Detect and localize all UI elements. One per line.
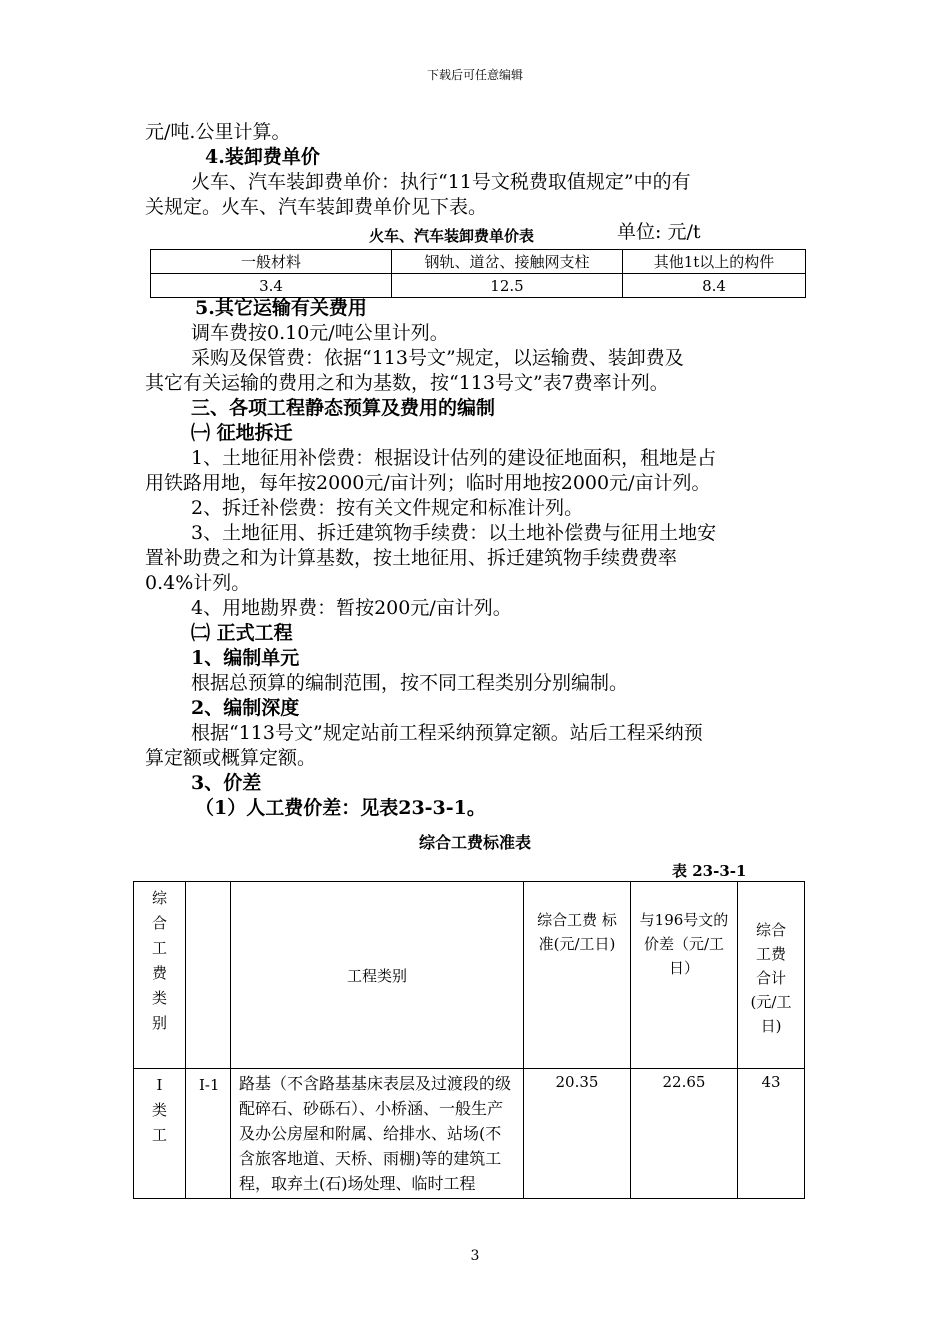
table-cell xyxy=(134,1069,186,1199)
table-row xyxy=(151,274,806,298)
table-header-cell: 综合工费合计(元/工日) xyxy=(738,882,805,1069)
table-header-cell xyxy=(134,882,186,1069)
text-line: 3、土地征用、拆迁建筑物手续费：以土地补偿费与征用土地安 xyxy=(191,522,717,544)
text-line: 2、拆迁补偿费：按有关文件规定和标准计列。 xyxy=(191,497,584,519)
text-line: 4、用地勘界费：暂按200元/亩计列。 xyxy=(191,597,512,619)
table-cell: 3.4 xyxy=(151,274,392,298)
table-header-cell: 与196号文的价差（元/工日） xyxy=(631,882,738,1069)
text-line: 1、土地征用补偿费：根据设计估列的建设征地面积，租地是占 xyxy=(191,447,717,469)
text-line: 根据总预算的编制范围，按不同工程类别分别编制。 xyxy=(191,672,629,694)
table-header-cell: 综合工费 标准(元/工日) xyxy=(524,882,631,1069)
text-line: 采购及保管费：依据“113号文”规定，以运输费、装卸费及 xyxy=(191,347,684,369)
table1-unit: 单位: 元/t xyxy=(617,221,701,243)
table-cell: 20.35 xyxy=(524,1069,631,1199)
text-line: 火车、汽车装卸费单价：执行“11号文税费取值规定”中的有 xyxy=(191,171,691,193)
table-header-cell xyxy=(186,882,231,1069)
section-heading: 5.其它运输有关费用 xyxy=(195,297,367,319)
text-line: 元/吨.公里计算。 xyxy=(145,121,291,143)
text-line: 置补助费之和为计算基数，按土地征用、拆迁建筑物手续费费率 xyxy=(145,547,678,569)
table-header-row xyxy=(134,882,805,1069)
page-header: 下载后可任意编辑 xyxy=(426,68,523,82)
item-heading: （1）人工费价差：见表23-3-1。 xyxy=(195,797,486,819)
table2-number: 表 23-3-1 xyxy=(672,862,747,880)
text-line: 其它有关运输的费用之和为基数，按“113号文”表7费率计列。 xyxy=(145,372,669,394)
table-cell: 8.4 xyxy=(623,274,806,298)
text-line: 根据“113号文”规定站前工程采纳预算定额。站后工程采纳预 xyxy=(191,722,703,744)
text-line: 关规定。火车、汽车装卸费单价见下表。 xyxy=(145,196,488,218)
table-header-row xyxy=(151,250,806,274)
text-line: 用铁路用地，每年按2000元/亩计列；临时用地按2000元/亩计列。 xyxy=(145,472,711,494)
document-body xyxy=(145,120,807,821)
subsection-heading: ㈠ 征地拆迁 xyxy=(191,422,293,444)
labor-cost-table xyxy=(133,881,805,1199)
table-cell: 路基（不含路基基床表层及过渡段的级配碎石、砂砾石）、小桥涵、一般生产及办公房屋和附属、给排水、站场(不含旅客地道、天桥、雨棚)等的建筑工程，取弃土(石)场处理、临时工程 xyxy=(231,1069,524,1199)
table-cell: 43 xyxy=(738,1069,805,1199)
table-cell: 22.65 xyxy=(631,1069,738,1199)
item-heading: 3、价差 xyxy=(191,772,262,794)
section-heading: 4.装卸费单价 xyxy=(205,146,320,168)
subsection-heading: ㈡ 正式工程 xyxy=(191,622,293,644)
text-line: 调车费按0.10元/吨公里计列。 xyxy=(191,322,449,344)
category-cell: Ⅰ类工 xyxy=(151,1076,167,1144)
text-line: 0.4%计列。 xyxy=(145,572,251,594)
table2-caption: 综合工费标准表 xyxy=(418,833,531,852)
loading-fee-table xyxy=(150,249,806,298)
subcategory-cell: Ⅰ-1 xyxy=(199,1076,220,1094)
table-cell: 12.5 xyxy=(392,274,623,298)
table-row xyxy=(134,1069,805,1199)
table-header-cell: 钢轨、道岔、接触网支柱 xyxy=(392,250,623,274)
table1-caption xyxy=(145,220,807,245)
table-cell xyxy=(186,1069,231,1199)
page-number: 3 xyxy=(470,1248,480,1264)
section-heading: 三、各项工程静态预算及费用的编制 xyxy=(191,397,496,419)
table1-title: 火车、汽车装卸费单价表 xyxy=(369,227,535,245)
item-heading: 1、编制单元 xyxy=(191,647,300,669)
item-heading: 2、编制深度 xyxy=(191,697,300,719)
table-header-cell: 一般材料 xyxy=(151,250,392,274)
table-header-cell: 工程类别 xyxy=(231,882,524,1069)
text-line: 算定额或概算定额。 xyxy=(145,747,317,769)
category-header: 综合工费类别 xyxy=(151,889,167,1032)
table-header-cell: 其他1t以上的构件 xyxy=(623,250,806,274)
